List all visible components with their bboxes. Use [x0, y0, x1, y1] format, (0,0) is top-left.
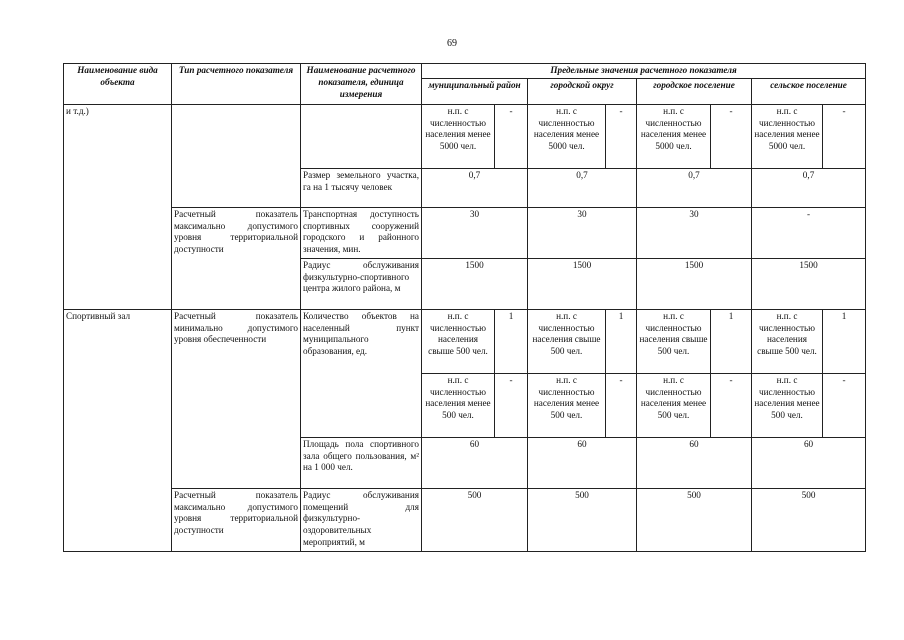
header-city-settlement: городское поселение	[637, 78, 752, 104]
value-cell: 60	[528, 437, 637, 488]
name-cell: Радиус обслуживания помещений для физкультурно-оздоровительных мероприятий, м	[301, 488, 422, 551]
condition-cell: н.п. с численностью населения менее 5000 чел.	[752, 104, 823, 168]
header-object-type: Наименование вида объекта	[64, 64, 172, 105]
name-cell: Площадь пола спортивного зала общего пользования, м² на 1 000 чел.	[301, 437, 422, 488]
value-cell: -	[711, 104, 752, 168]
value-cell: 60	[637, 437, 752, 488]
condition-cell: н.п. с численностью населения менее 500 чел.	[637, 373, 711, 437]
value-cell: 30	[637, 207, 752, 258]
value-cell: 0,7	[752, 168, 866, 207]
value-cell: -	[711, 373, 752, 437]
name-cell: Радиус обслуживания физкультурно-спортивного центра жилого района, м	[301, 258, 422, 309]
table-row	[64, 104, 866, 168]
value-cell: 0,7	[528, 168, 637, 207]
value-cell: 1500	[528, 258, 637, 309]
value-cell: 0,7	[637, 168, 752, 207]
condition-cell: н.п. с численностью населения менее 500 чел.	[422, 373, 495, 437]
value-cell: 0,7	[422, 168, 528, 207]
header-rural-settlement: сельское поселение	[752, 78, 866, 104]
header-city-district: городской округ	[528, 78, 637, 104]
value-cell: -	[606, 104, 637, 168]
name-cell: Размер земельного участка, га на 1 тысячу человек	[301, 168, 422, 207]
condition-cell: н.п. с численностью населения менее 5000 чел.	[528, 104, 606, 168]
header-municipal: муниципальный район	[422, 78, 528, 104]
name-cell: Количество объектов на населенный пункт муниципального образования, ед.	[301, 309, 422, 437]
type-cell: Расчетный показатель минимально допустимого уровня обеспеченности	[172, 309, 301, 488]
condition-cell: н.п. с численностью населения свыше 500 чел.	[752, 309, 823, 373]
condition-cell: н.п. с численностью населения свыше 500 чел.	[637, 309, 711, 373]
value-cell: 500	[752, 488, 866, 551]
page-number: 69	[447, 38, 457, 49]
table-row	[64, 207, 866, 258]
condition-cell: н.п. с численностью населения свыше 500 чел.	[528, 309, 606, 373]
value-cell: 1500	[422, 258, 528, 309]
value-cell: -	[606, 373, 637, 437]
header-row	[64, 64, 866, 79]
value-cell: -	[823, 373, 866, 437]
name-cell: Транспортная доступность спортивных сооружений городского и районного значения, мин.	[301, 207, 422, 258]
object-cell: и т.д.)	[64, 104, 172, 309]
header-limit-values: Предельные значения расчетного показателя	[422, 64, 866, 79]
header-indicator-type: Тип расчетного показателя	[172, 64, 301, 105]
value-cell: 1	[495, 309, 528, 373]
object-cell: Спортивный зал	[64, 309, 172, 551]
name-cell	[301, 104, 422, 168]
standards-table	[63, 63, 866, 552]
header-indicator-name: Наименование расчетного показателя, единица измерения	[301, 64, 422, 105]
value-cell: 30	[422, 207, 528, 258]
condition-cell: н.п. с численностью населения менее 500 чел.	[752, 373, 823, 437]
type-cell: Расчетный показатель максимально допустимого уровня территориальной доступности	[172, 488, 301, 551]
value-cell: -	[752, 207, 866, 258]
table-row	[64, 488, 866, 551]
type-cell	[172, 104, 301, 207]
value-cell: -	[495, 373, 528, 437]
value-cell: 1500	[637, 258, 752, 309]
value-cell: 500	[422, 488, 528, 551]
value-cell: 60	[752, 437, 866, 488]
condition-cell: н.п. с численностью населения свыше 500 чел.	[422, 309, 495, 373]
value-cell: 1	[606, 309, 637, 373]
value-cell: -	[823, 104, 866, 168]
condition-cell: н.п. с численностью населения менее 5000 чел.	[422, 104, 495, 168]
value-cell: 500	[528, 488, 637, 551]
value-cell: 1	[823, 309, 866, 373]
condition-cell: н.п. с численностью населения менее 5000 чел.	[637, 104, 711, 168]
value-cell: 500	[637, 488, 752, 551]
value-cell: 60	[422, 437, 528, 488]
value-cell: 30	[528, 207, 637, 258]
type-cell: Расчетный показатель максимально допустимого уровня территориальной доступности	[172, 207, 301, 309]
table-row	[64, 309, 866, 373]
value-cell: -	[495, 104, 528, 168]
value-cell: 1500	[752, 258, 866, 309]
value-cell: 1	[711, 309, 752, 373]
condition-cell: н.п. с численностью населения менее 500 чел.	[528, 373, 606, 437]
